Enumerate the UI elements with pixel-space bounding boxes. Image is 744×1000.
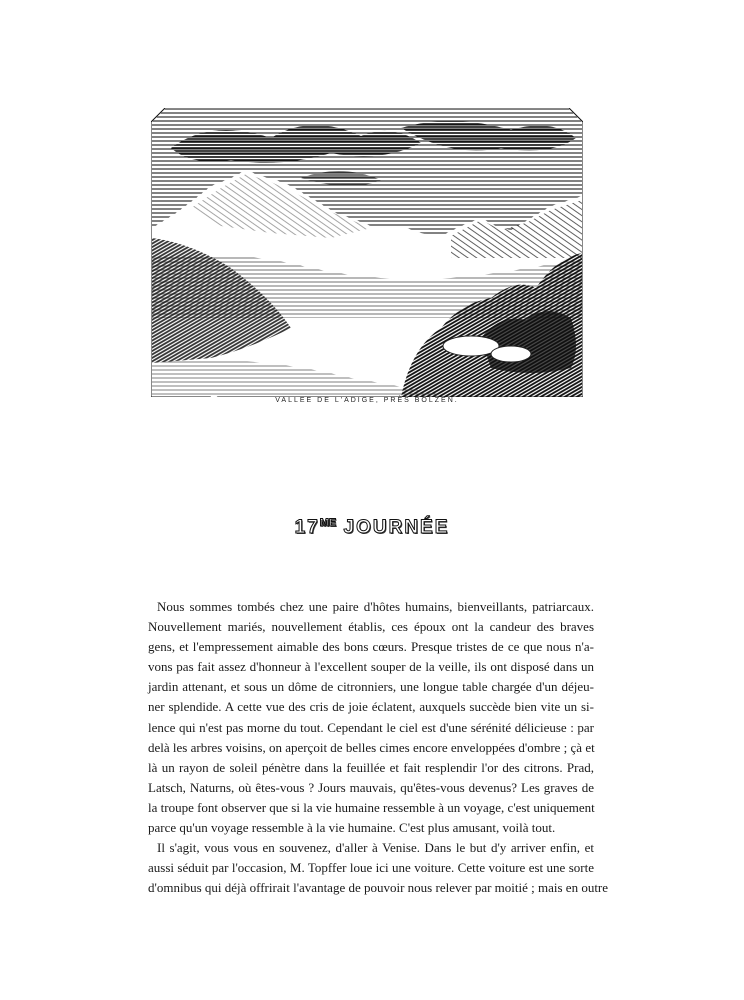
text-line: parce qu'un voyage ressemble à la vie humaine. C'est plus amusant, voilà tout. — [148, 820, 556, 836]
text-line: vons pas fait assez d'honneur à l'excellent souper de la veille, ils ont disposé dans un — [148, 659, 594, 675]
text-line: Nous sommes tombés chez une paire d'hôtes humains, bienveillants, patriarcaux. — [157, 599, 594, 614]
text-line: Nouvellement mariés, nouvellement établis, ces époux ont la candeur des braves — [148, 619, 594, 635]
text-line: lence qui n'est pas morne du tout. Cependant le ciel est d'une sérénité délicieuse : par — [148, 719, 594, 735]
chapter-number: 17 — [294, 517, 320, 538]
text-line: Il s'agit, vous vous en souvenez, d'aller à Venise. Dans le but d'y arriver enfin, et — [157, 840, 594, 856]
text-line: Latsch, Naturns, où êtes-vous ? Jours mauvais, qu'êtes-vous devenus? Les graves de — [148, 779, 594, 795]
text-line: d'omnibus qui déjà offrirait l'avantage de pouvoir nous relever par moitié ; mais en outre — [148, 880, 609, 896]
text-line: jardin attenant, et sous un dôme de citronniers, une longue table chargée d'un déjeu- — [148, 679, 594, 695]
text-line: ner splendide. A cette vue des cris de joie éclatent, auxquels succède bien vite un si- — [148, 699, 594, 715]
text-line: là un rayon de soleil pénètre dans la feuillée et fait resplendir l'or des citrons. Prad, — [148, 759, 594, 775]
chapter-heading — [200, 511, 544, 540]
illustration-caption: VALLEE DE L'ADIGE, PRÈS BOLZEN. — [275, 397, 459, 404]
chapter-title: JOURNÉE — [343, 517, 450, 538]
engraving-illustration — [151, 108, 583, 397]
chapter-number-suffix: ME — [319, 517, 337, 529]
text-line: aussi séduit par l'occasion, M. Topffer loue ici une voiture. Cette voiture est une sorte — [148, 860, 594, 876]
text-line: la troupe font observer que si la vie humaine ressemble à un voyage, c'est uniquement — [148, 799, 595, 815]
text-line: gens, et l'empressement aimable des bons cœurs. Presque tristes de ce que nous n'a- — [148, 639, 594, 655]
text-line: delà les arbres voisins, on aperçoit de belles cimes encore enveloppées d'ombre ; çà et — [148, 739, 595, 755]
body-text — [148, 597, 609, 898]
